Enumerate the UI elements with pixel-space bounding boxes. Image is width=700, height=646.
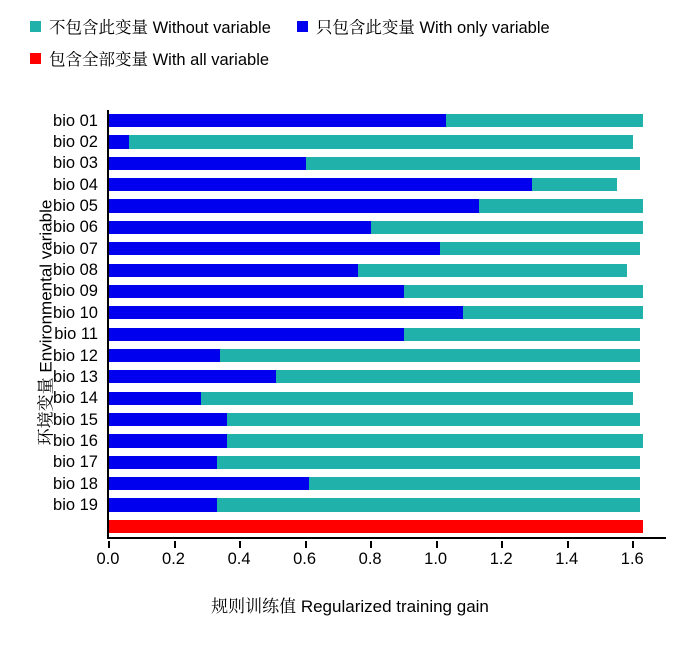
legend-label-without-variable: 不包含此变量 Without variable: [49, 19, 271, 37]
legend-swatch-without-variable: [30, 21, 41, 32]
legend-label-with-all-variable: 包含全部变量 With all variable: [49, 51, 270, 69]
y-axis-tick-label: bio 02: [53, 133, 98, 152]
x-axis-tick-mark: [632, 541, 634, 548]
x-axis-ticks: [96, 541, 666, 568]
x-axis-tick-label: 1.6: [620, 550, 644, 568]
y-axis-tick-label: bio 03: [53, 154, 98, 173]
y-axis-tick-label: bio 07: [53, 239, 98, 258]
legend-swatch-with-all-variable: [30, 53, 41, 64]
x-axis-tick-label: 0.6: [293, 550, 317, 568]
x-axis-tick-mark: [370, 541, 372, 548]
x-axis-tick-label: 0.4: [227, 550, 251, 568]
y-axis-title: 环境变量 Environmental variable: [36, 199, 56, 446]
y-axis-tick-label: bio 12: [53, 346, 98, 365]
y-axis-tick-label: bio 08: [53, 261, 98, 280]
y-axis-tick-label: bio 13: [53, 367, 98, 386]
legend-row-2: [0, 46, 700, 70]
y-axis-tick-label: bio 04: [53, 175, 98, 194]
x-axis-title: 规则训练值 Regularized training gain: [211, 597, 489, 616]
x-axis-tick-mark: [501, 541, 503, 548]
y-axis-tick-label: bio 01: [53, 111, 98, 130]
legend-swatch-with-only-variable: [297, 21, 308, 32]
y-axis-tick-label: bio 05: [53, 197, 98, 216]
chart-legend: [0, 14, 700, 70]
x-axis-tick-label: 1.2: [489, 550, 513, 568]
legend-entry-without-variable: [30, 14, 271, 38]
legend-entry-with-all-variable: [30, 46, 269, 70]
y-axis-tick-label: bio 09: [53, 282, 98, 301]
y-axis-tick-labels: [0, 110, 700, 539]
y-axis-tick-label: bio 06: [53, 218, 98, 237]
y-axis-tick-label: bio 19: [53, 495, 98, 514]
x-axis-tick-label: 1.0: [424, 550, 448, 568]
y-axis-tick-label: bio 11: [54, 325, 98, 344]
x-axis-tick-label: 0.2: [162, 550, 185, 568]
y-axis-tick-label: bio 10: [53, 303, 98, 322]
x-axis-tick-label: 1.4: [555, 550, 579, 568]
legend-row-1: [0, 14, 700, 38]
x-axis-tick-mark: [108, 541, 110, 548]
legend-label-with-only-variable: 只包含此变量 With only variable: [315, 19, 550, 37]
x-axis-tick-mark: [436, 541, 438, 548]
y-axis-tick-label: bio 16: [53, 431, 98, 450]
x-axis-tick-mark: [305, 541, 307, 548]
x-axis-tick-mark: [239, 541, 241, 548]
legend-entry-with-only-variable: [297, 14, 550, 38]
x-axis-tick-mark: [567, 541, 569, 548]
x-axis-tick-label: 0.8: [358, 550, 382, 568]
y-axis-tick-label: bio 18: [53, 474, 98, 493]
x-axis-tick-mark: [174, 541, 176, 548]
y-axis-tick-label: bio 15: [53, 410, 98, 429]
y-axis-tick-label: bio 17: [53, 453, 98, 472]
y-axis-tick-label: bio 14: [53, 389, 98, 408]
x-axis-tick-label: 0.0: [96, 550, 120, 568]
